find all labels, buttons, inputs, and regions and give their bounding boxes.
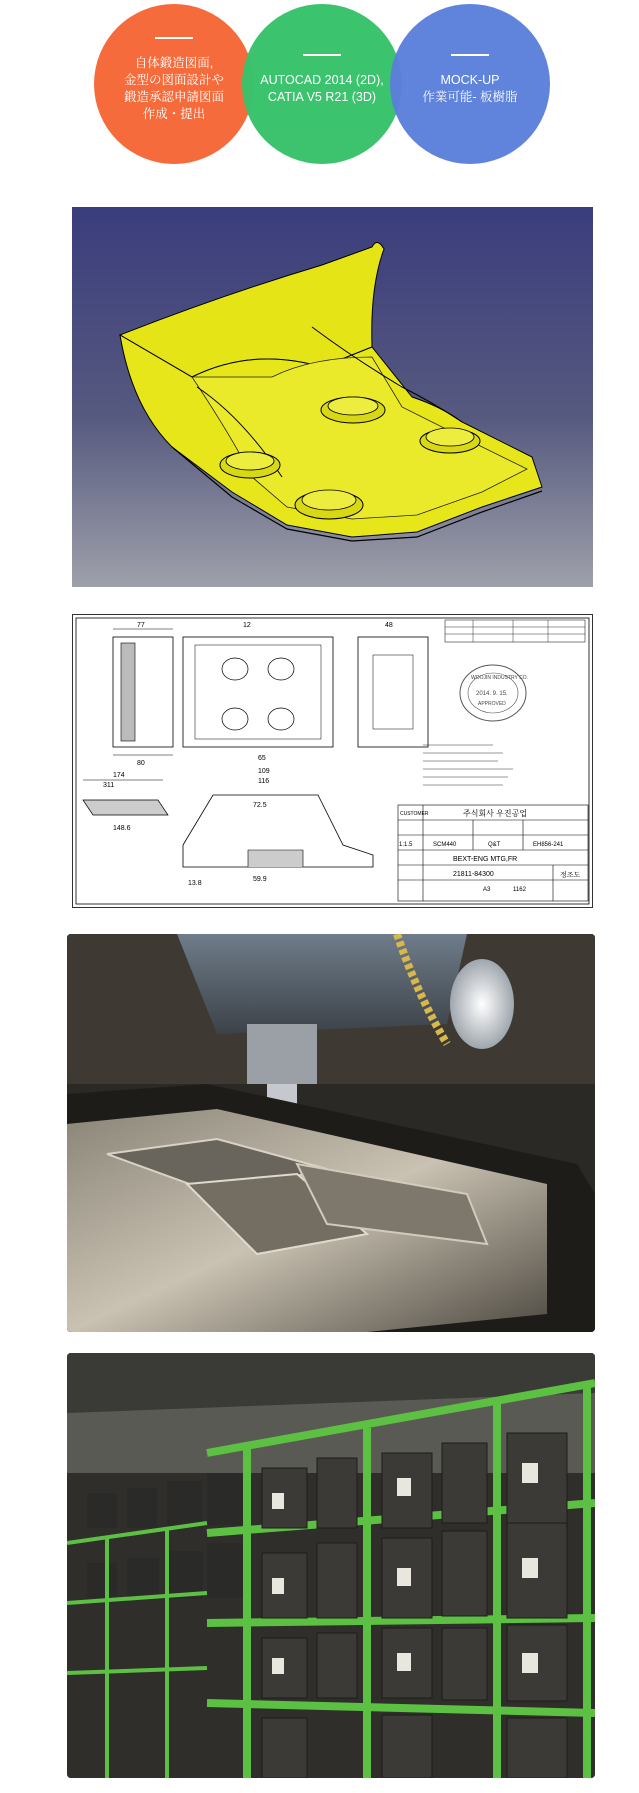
dim-12: 12 xyxy=(243,622,251,629)
tb-heat: Q&T xyxy=(488,842,501,848)
tb-part-name: BEXT-ENG MTG,FR xyxy=(453,856,518,863)
dim-109: 109 xyxy=(258,768,270,775)
feature-mockup-text: MOCK-UP 作業可能- 板樹脂 xyxy=(422,73,518,104)
dim-59-9: 59.9 xyxy=(253,876,267,883)
dim-65: 65 xyxy=(258,755,266,762)
circle-divider xyxy=(451,54,489,56)
circle-divider xyxy=(303,54,341,56)
feature-cad-text: AUTOCAD 2014 (2D), CATIA V5 R21 (3D) xyxy=(260,73,384,104)
dim-174: 174 xyxy=(113,772,125,779)
stamp-status: APPROVED xyxy=(478,701,506,707)
tb-scale: 1:1.5 xyxy=(399,842,413,848)
cad-model-graphic xyxy=(72,207,593,587)
dim-48: 48 xyxy=(385,622,393,629)
tb-material: SCM440 xyxy=(433,842,457,848)
stamp-date: 2014. 9. 15. xyxy=(476,691,508,697)
dim-311: 311 xyxy=(103,782,115,789)
tb-size: A3 xyxy=(483,887,491,893)
dim-77: 77 xyxy=(137,622,145,629)
storage-photo-graphic xyxy=(67,1353,595,1778)
feature-circles xyxy=(0,0,639,180)
cnc-photo-graphic xyxy=(67,934,595,1332)
mold-storage-photo xyxy=(67,1353,595,1778)
dim-13-8: 13.8 xyxy=(188,880,202,887)
tb-code: EH856-241 xyxy=(533,842,564,848)
dim-148-6: 148.6 xyxy=(113,825,131,832)
tb-sheet: 정조도 xyxy=(560,872,581,879)
feature-cad-circle xyxy=(242,4,402,164)
feature-design-text: 自体鍛造図面, 金型の図面設計や 鍛造承認申請図面 作成・提出 xyxy=(123,56,224,121)
tb-company: 주식회사 우진공업 xyxy=(463,809,528,818)
dim-80: 80 xyxy=(137,760,145,767)
feature-design-circle xyxy=(94,4,254,164)
tb-rev: 1162 xyxy=(513,887,526,893)
tb-customer-label: CUSTOMER xyxy=(400,811,429,817)
cad-3d-model-image xyxy=(72,207,593,587)
cnc-machining-photo xyxy=(67,934,595,1332)
tb-part-no: 21811-84300 xyxy=(453,871,494,878)
stamp-company: WOOJIN INDUSTRY CO. xyxy=(471,675,529,681)
dim-72-5: 72.5 xyxy=(253,802,267,809)
technical-drawing-image xyxy=(72,614,593,908)
dim-116: 116 xyxy=(258,778,270,785)
drawing-graphic xyxy=(73,615,592,907)
feature-mockup-circle xyxy=(390,4,550,164)
circle-divider xyxy=(155,37,193,39)
